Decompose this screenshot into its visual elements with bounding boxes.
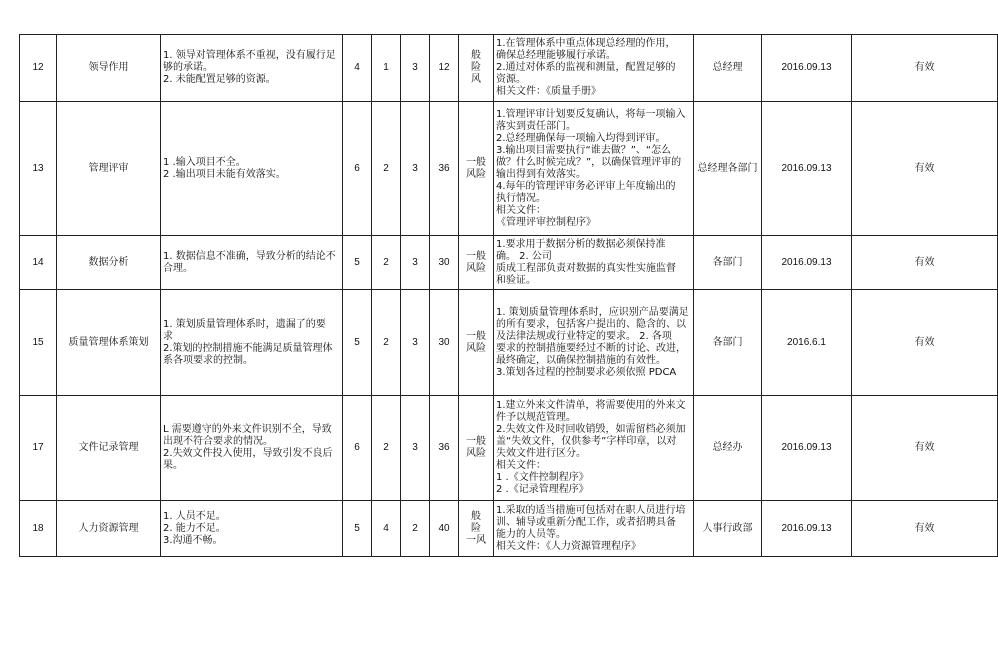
- control-measures: 1. 策划质量管理体系时，应识别产品要满足 的所有要求，包括客户提出的、隐含的、以 及法律法规或行业特定的要求。 2. 各项 要求的控制措施要经过不断的讨论、改进， 最终确定，以确保控制措施的有效性。 3.策划各过程的控制要求必须依照 PDCA: [496, 306, 689, 378]
- rpn-score: 12: [430, 35, 459, 102]
- risk-description: L 需要遵守的外来文件识别不全，导致 出现不符合要求的情况。 2.失效文件投入使用，导致引发不良后 果。: [163, 424, 333, 471]
- row-number: 18: [20, 501, 57, 557]
- risk-description: 1 .输入项目不全。 2 .输出项目未能有效落实。: [163, 156, 286, 180]
- severity-score: 4: [343, 35, 372, 102]
- risk-assessment-table: [19, 34, 998, 557]
- detection-score: 2: [401, 501, 430, 557]
- risk-description: 1. 人员不足。 2. 能力不足。 3.沟通不畅。: [163, 510, 226, 546]
- detection-score: 3: [401, 102, 430, 236]
- risk-item: 质量管理体系策划: [57, 290, 161, 396]
- status: 有效: [852, 396, 998, 501]
- risk-item: 领导作用: [57, 35, 161, 102]
- risk-level: 一般 风险: [466, 156, 486, 180]
- severity-score: 6: [343, 102, 372, 236]
- severity-score: 5: [343, 290, 372, 396]
- risk-item: 文件记录管理: [57, 396, 161, 501]
- table-row: [20, 290, 998, 396]
- risk-description: 1. 领导对管理体系不重视，没有履行足 够的承诺。 2. 未能配置足够的资源。: [163, 50, 336, 85]
- detection-score: 3: [401, 236, 430, 290]
- risk-description: 1. 策划质量管理体系时，遗漏了的要 求 2.策划的控制措施不能满足质量管理体 系各项要求的控制。: [163, 318, 333, 366]
- control-measures: 1.建立外来文件清单，将需要使用的外来文 件予以规范管理。 2.失效文件及时回收销毁，如需留档必须加 盖“失效文件，仅供参考”字样印章，以对 失效文件进行区分。 相关文件： 1 .《文件控制程序》 2 .《记录管理程序》: [496, 400, 686, 495]
- occurrence-score: 2: [372, 396, 401, 501]
- responsible-dept: 总经办: [694, 396, 762, 501]
- row-number: 15: [20, 290, 57, 396]
- rpn-score: 36: [430, 396, 459, 501]
- severity-score: 5: [343, 236, 372, 290]
- detection-score: 3: [401, 396, 430, 501]
- date: 2016.09.13: [762, 35, 852, 102]
- risk-item: 管理评审: [57, 102, 161, 236]
- status: 有效: [852, 290, 998, 396]
- occurrence-score: 2: [372, 236, 401, 290]
- occurrence-score: 1: [372, 35, 401, 102]
- severity-score: 5: [343, 501, 372, 557]
- responsible-dept: 各部门: [694, 290, 762, 396]
- detection-score: 3: [401, 35, 430, 102]
- rpn-score: 30: [430, 236, 459, 290]
- responsible-dept: 人事行政部: [694, 501, 762, 557]
- status: 有效: [852, 35, 998, 102]
- occurrence-score: 2: [372, 290, 401, 396]
- responsible-dept: 总经理各部门: [694, 102, 762, 236]
- occurrence-score: 4: [372, 501, 401, 557]
- table-row: [20, 501, 998, 557]
- table-row: [20, 102, 998, 236]
- risk-level: 一般 风险: [466, 250, 486, 274]
- risk-description: 1. 数据信息不准确，导致分析的结论不 合理。: [163, 250, 336, 274]
- risk-level: 般 险 一风: [466, 510, 486, 546]
- risk-level: 一般 风险: [466, 330, 486, 354]
- date: 2016.09.13: [762, 501, 852, 557]
- status: 有效: [852, 102, 998, 236]
- row-number: 17: [20, 396, 57, 501]
- control-measures: 1.采取的适当措施可包括对在职人员进行培 训、辅导或重新分配工作，或者招聘具备 能力的人员等。 相关文件：《人力资源管理程序》: [496, 504, 686, 552]
- responsible-dept: 各部门: [694, 236, 762, 290]
- detection-score: 3: [401, 290, 430, 396]
- date: 2016.09.13: [762, 396, 852, 501]
- control-measures: 1.管理评审计划要反复确认，将每一项输入 落实到责任部门。 2.总经理确保每一项输入均得到评审。 3.输出项目需要执行“谁去做？”、“怎么 做？什么时候完成？”，以确保管理评审的 输出得到有效落实。 4.每年的管理评审务必评审上年度输出的 执行情况。 相关文件： 《管理评审控制程序》: [496, 108, 686, 228]
- severity-score: 6: [343, 396, 372, 501]
- status: 有效: [852, 236, 998, 290]
- row-number: 12: [20, 35, 57, 102]
- row-number: 13: [20, 102, 57, 236]
- status: 有效: [852, 501, 998, 557]
- control-measures: 1.要求用于数据分析的数据必须保持准 确。 2. 公司 质成工程部负责对数据的真实性实施监督 和验证。: [496, 238, 676, 286]
- rpn-score: 40: [430, 501, 459, 557]
- risk-item: 数据分析: [57, 236, 161, 290]
- table-row: [20, 396, 998, 501]
- rpn-score: 30: [430, 290, 459, 396]
- date: 2016.09.13: [762, 236, 852, 290]
- table-row: [20, 236, 998, 290]
- responsible-dept: 总经理: [694, 35, 762, 102]
- occurrence-score: 2: [372, 102, 401, 236]
- table-row: [20, 35, 998, 102]
- control-measures: 1.在管理体系中重点体现总经理的作用， 确保总经理能够履行承诺。 2.通过对体系的监视和测量，配置足够的 资源。 相关文件：《质量手册》: [496, 38, 676, 97]
- date: 2016.09.13: [762, 102, 852, 236]
- row-number: 14: [20, 236, 57, 290]
- risk-level: 般 险 风: [471, 50, 481, 85]
- rpn-score: 36: [430, 102, 459, 236]
- date: 2016.6.1: [762, 290, 852, 396]
- risk-level: 一般 风险: [466, 436, 486, 459]
- risk-item: 人力资源管理: [57, 501, 161, 557]
